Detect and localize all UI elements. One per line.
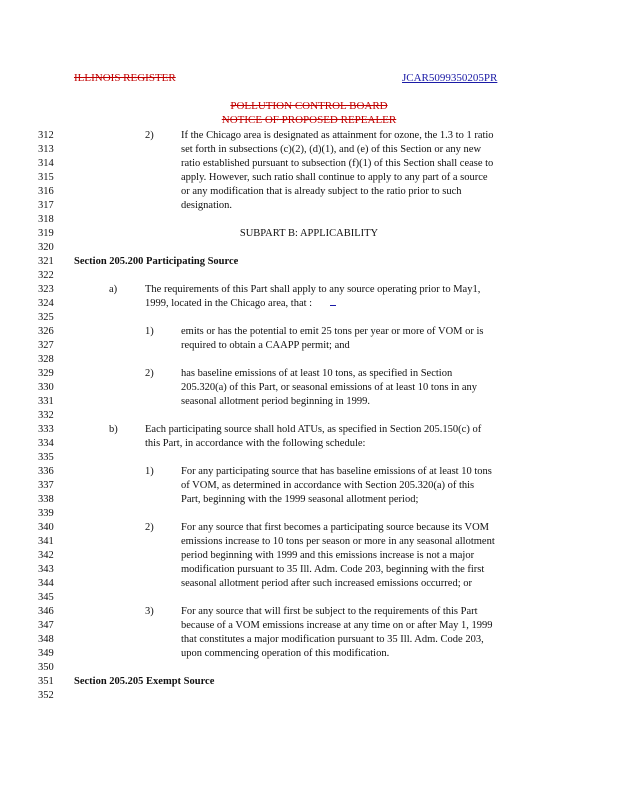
line-number: 318 xyxy=(38,214,54,225)
line-number: 337 xyxy=(38,480,54,491)
line-number: 335 xyxy=(38,452,54,463)
item-2-line: designation. xyxy=(181,200,233,211)
subsection-b2-line: seasonal allotment period after such increased emissions occurred; or xyxy=(181,578,472,589)
subsection-b1-label: 1) xyxy=(145,466,154,477)
line-number: 320 xyxy=(38,242,54,253)
subsection-a1-line: required to obtain a CAAPP permit; and xyxy=(181,340,350,351)
line-number: 331 xyxy=(38,396,54,407)
subsection-a-line: The requirements of this Part shall apply to any source operating prior to May1, xyxy=(145,284,481,295)
subsection-a1-label: 1) xyxy=(145,326,154,337)
subsection-b-label: b) xyxy=(109,424,118,435)
subsection-b3-label: 3) xyxy=(145,606,154,617)
line-number: 350 xyxy=(38,662,54,673)
line-number: 317 xyxy=(38,200,54,211)
subsection-b-line: Each participating source shall hold ATUs, as specified in Section 205.150(c) of xyxy=(145,424,482,435)
line-number: 322 xyxy=(38,270,54,281)
subpart-heading: SUBPART B: APPLICABILITY xyxy=(239,228,379,239)
subsection-b2-line: period beginning with 1999 and this emissions increase is not a major xyxy=(181,550,475,561)
subsection-a-line: 1999, located in the Chicago area, that : xyxy=(145,298,313,309)
subsection-b1-line: of VOM, as determined in accordance with Section 205.320(a) of this xyxy=(181,480,475,491)
subsection-b3-line: upon commencing operation of this modification. xyxy=(181,648,390,659)
subsection-b3-line: For any source that will first be subject to the requirements of this Part xyxy=(181,606,478,617)
line-number: 346 xyxy=(38,606,54,617)
line-number: 326 xyxy=(38,326,54,337)
subsection-b2-label: 2) xyxy=(145,522,154,533)
item-2-line: ratio established pursuant to subsection (f)(1) of this Section shall cease to xyxy=(181,158,494,169)
subsection-b2-line: emissions increase to 10 tons per season or more in any seasonal allotment xyxy=(181,536,495,547)
subsection-b2-line: For any source that first becomes a participating source because its VOM xyxy=(181,522,490,533)
line-number: 327 xyxy=(38,340,54,351)
subsection-b3-line: because of a VOM emissions increase at any time on or after May 1, 1999 xyxy=(181,620,493,631)
item-2-line: apply. However, such ratio shall continue to apply to any part of a source xyxy=(181,172,488,183)
line-number: 325 xyxy=(38,312,54,323)
subsection-a-label: a) xyxy=(109,284,118,295)
line-number: 351 xyxy=(38,676,54,687)
edit-mark xyxy=(330,299,336,306)
register-code-link[interactable]: JCAR5099350205PR xyxy=(402,72,498,84)
subsection-b-line: this Part, in accordance with the following schedule: xyxy=(145,438,366,449)
line-number: 340 xyxy=(38,522,54,533)
line-number: 312 xyxy=(38,130,54,141)
line-number: 343 xyxy=(38,564,54,575)
line-number: 324 xyxy=(38,298,54,309)
line-number: 334 xyxy=(38,438,54,449)
line-number: 315 xyxy=(38,172,54,183)
line-number: 319 xyxy=(38,228,54,239)
subsection-b1-line: Part, beginning with the 1999 seasonal allotment period; xyxy=(181,494,419,505)
line-number: 338 xyxy=(38,494,54,505)
subsection-a1-line: emits or has the potential to emit 25 tons per year or more of VOM or is xyxy=(181,326,484,337)
line-number: 336 xyxy=(38,466,54,477)
line-number: 345 xyxy=(38,592,54,603)
subsection-b3-line: that constitutes a major modification pursuant to 35 Ill. Adm. Code 203, xyxy=(181,634,484,645)
subsection-a2-line: seasonal allotment period beginning in 1999. xyxy=(181,396,370,407)
subsection-a2-label: 2) xyxy=(145,368,154,379)
item-2-label: 2) xyxy=(145,130,154,141)
line-number: 329 xyxy=(38,368,54,379)
line-number: 348 xyxy=(38,634,54,645)
line-number: 352 xyxy=(38,690,54,701)
item-2-line: If the Chicago area is designated as attainment for ozone, the 1.3 to 1 ratio xyxy=(181,130,494,141)
line-number: 316 xyxy=(38,186,54,197)
subsection-b2-line: modification pursuant to 35 Ill. Adm. Code 203, beginning with the first xyxy=(181,564,485,575)
line-number: 314 xyxy=(38,158,54,169)
line-number: 347 xyxy=(38,620,54,631)
line-number: 344 xyxy=(38,578,54,589)
notice-title: NOTICE OF PROPOSED REPEALER xyxy=(221,114,397,126)
section-205-200-heading: Section 205.200 Participating Source xyxy=(74,256,239,267)
line-number: 313 xyxy=(38,144,54,155)
line-number: 330 xyxy=(38,382,54,393)
subsection-a2-line: has baseline emissions of at least 10 tons, as specified in Section xyxy=(181,368,453,379)
line-number: 341 xyxy=(38,536,54,547)
line-number: 333 xyxy=(38,424,54,435)
item-2-line: or any modification that is already subject to the ratio prior to such xyxy=(181,186,462,197)
subsection-b1-line: For any participating source that has baseline emissions of at least 10 tons xyxy=(181,466,492,477)
line-number: 332 xyxy=(38,410,54,421)
line-number: 349 xyxy=(38,648,54,659)
board-title: POLLUTION CONTROL BOARD xyxy=(230,100,388,112)
line-number: 339 xyxy=(38,508,54,519)
register-header: ILLINOIS REGISTER xyxy=(74,72,176,84)
subsection-a2-line: 205.320(a) of this Part, or seasonal emissions of at least 10 tons in any xyxy=(181,382,477,393)
line-number: 342 xyxy=(38,550,54,561)
section-205-205-heading: Section 205.205 Exempt Source xyxy=(74,676,215,687)
item-2-line: set forth in subsections (c)(2), (d)(1), and (e) of this Section or any new xyxy=(181,144,482,155)
line-number: 328 xyxy=(38,354,54,365)
line-number: 321 xyxy=(38,256,54,267)
line-number: 323 xyxy=(38,284,54,295)
